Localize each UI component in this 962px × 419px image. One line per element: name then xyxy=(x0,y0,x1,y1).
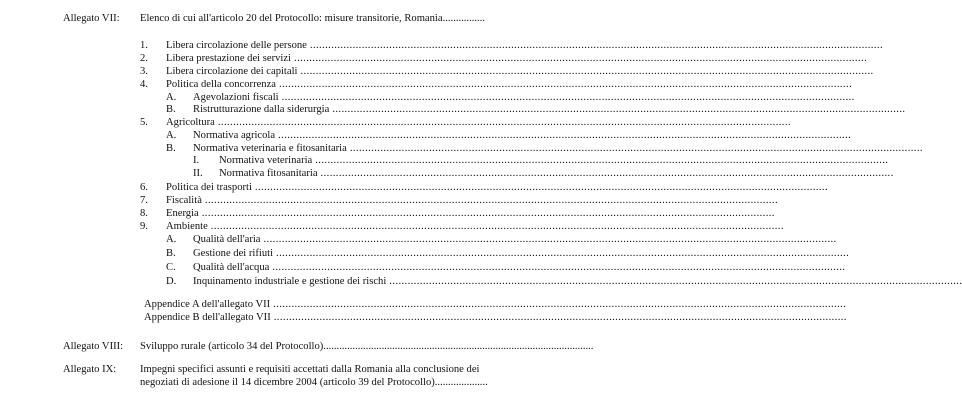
item-number: 3. xyxy=(140,66,148,77)
item-leader: ............................................................................................................................................................................................ xyxy=(272,262,846,273)
item-leader: ............................................................................................................................................................................................ xyxy=(320,168,894,179)
annex-vii-dots: ................ xyxy=(442,13,485,24)
toc-item xyxy=(166,53,868,65)
item-number: 2. xyxy=(140,53,148,64)
item-label: Agevolazioni fiscali xyxy=(193,92,279,103)
toc-item xyxy=(166,117,791,129)
item-label: Ristrutturazione dalla siderurgia xyxy=(193,104,330,115)
toc-item xyxy=(166,79,853,91)
item-number: A. xyxy=(166,130,177,141)
annex-viii-title xyxy=(140,341,593,353)
annex-ix-title-text: negoziati di adesione il 14 dicembre 2004 (articolo 39 del Protocollo) xyxy=(140,377,435,388)
item-label: Ambiente xyxy=(166,221,208,232)
item-leader: ............................................................................................................................................................................................ xyxy=(281,92,855,103)
item-leader: ............................................................................................................................................................................................ xyxy=(276,248,850,259)
annex-vii-title xyxy=(140,13,485,25)
annex-viii-dots: ...................................................................................................... xyxy=(323,341,594,352)
item-label: Agricoltura xyxy=(166,117,215,128)
item-label: Normativa fitosanitaria xyxy=(219,168,318,179)
appendix-label: Appendice B dell'allegato VII xyxy=(144,312,271,323)
annex-ix-title-line1: Impegni specifici assunti e requisiti accettati dalla Romania alla conclusione dei xyxy=(140,364,480,375)
item-label: Energia xyxy=(166,208,199,219)
item-number: 9. xyxy=(140,221,148,232)
toc-item xyxy=(193,104,906,116)
toc-item xyxy=(166,208,775,220)
toc-item xyxy=(166,195,779,207)
item-label: Normativa veterinaria xyxy=(219,155,313,166)
toc-item xyxy=(193,262,846,274)
toc-item xyxy=(193,276,962,288)
item-leader: ............................................................................................................................................................................................ xyxy=(217,117,791,128)
appendix-leader: ............................................................................................................................................................................................ xyxy=(273,299,847,310)
item-leader: ............................................................................................................................................................................................ xyxy=(204,195,779,206)
item-number: B. xyxy=(166,104,176,115)
item-leader: ............................................................................................................................................................................................ xyxy=(254,182,829,193)
item-number: 1. xyxy=(140,40,148,51)
toc-item xyxy=(193,143,923,155)
item-number: A. xyxy=(166,234,177,245)
item-number: 4. xyxy=(140,79,148,90)
item-label: Qualità dell'aria xyxy=(193,234,261,245)
item-label: Libera circolazione delle persone xyxy=(166,40,307,51)
toc-item xyxy=(193,92,855,104)
item-label: Fiscalità xyxy=(166,195,202,206)
item-label: Gestione dei rifiuti xyxy=(193,248,274,259)
item-leader: ............................................................................................................................................................................................ xyxy=(201,208,775,219)
annex-viii-title-text: Sviluppo rurale (articolo 34 del Protocollo) xyxy=(140,341,324,352)
appendix-item xyxy=(144,299,847,311)
annex-viii-label: Allegato VIII: xyxy=(63,341,124,352)
toc-item xyxy=(193,234,837,246)
item-leader: ............................................................................................................................................................................................ xyxy=(332,104,906,115)
item-label: Normativa agricola xyxy=(193,130,276,141)
annex-vii-title-text: Elenco di cui all'articolo 20 del Protocollo: misure transitorie, Romania xyxy=(140,13,443,24)
annex-ix-label: Allegato IX: xyxy=(63,364,117,375)
item-number: D. xyxy=(166,276,177,287)
item-leader: ............................................................................................................................................................................................ xyxy=(315,155,889,166)
item-label: Qualità dell'acqua xyxy=(193,262,270,273)
item-leader: ............................................................................................................................................................................................ xyxy=(278,130,852,141)
item-number: A. xyxy=(166,92,177,103)
annex-ix-dots: .................... xyxy=(434,377,488,388)
annex-vii-label: Allegato VII: xyxy=(63,13,120,24)
item-number: 5. xyxy=(140,117,148,128)
item-leader: ............................................................................................................................................................................................ xyxy=(263,234,837,245)
toc-item xyxy=(166,66,874,78)
item-leader: ............................................................................................................................................................................................ xyxy=(279,79,853,90)
item-number: B. xyxy=(166,248,176,259)
toc-item xyxy=(193,248,850,260)
item-label: Libera circolazione dei capitali xyxy=(166,66,298,77)
annex-ix-title-line2 xyxy=(140,377,488,389)
item-label: Politica della concorrenza xyxy=(166,79,277,90)
item-leader: ............................................................................................................................................................................................ xyxy=(349,143,923,154)
item-label: Normativa veterinaria e fitosanitaria xyxy=(193,143,347,154)
item-number: B. xyxy=(166,143,176,154)
item-label: Inquinamento industriale e gestione dei rischi xyxy=(193,276,387,287)
toc-item xyxy=(219,155,889,167)
item-leader: ............................................................................................................................................................................................ xyxy=(309,40,883,51)
item-number: 7. xyxy=(140,195,148,206)
toc-item xyxy=(193,130,852,142)
item-label: Libera prestazione dei servizi xyxy=(166,53,292,64)
item-leader: ............................................................................................................................................................................................ xyxy=(294,53,868,64)
item-number: C. xyxy=(166,262,176,273)
appendix-label: Appendice A dell'allegato VII xyxy=(144,299,271,310)
item-number: II. xyxy=(193,168,203,179)
item-number: 6. xyxy=(140,182,148,193)
item-number: I. xyxy=(193,155,200,166)
toc-item xyxy=(166,40,883,52)
item-leader: ............................................................................................................................................................................................ xyxy=(389,276,962,287)
appendix-leader: ............................................................................................................................................................................................ xyxy=(273,312,847,323)
item-label: Politica dei trasporti xyxy=(166,182,252,193)
item-leader: ............................................................................................................................................................................................ xyxy=(210,221,784,232)
item-number: 8. xyxy=(140,208,148,219)
item-leader: ............................................................................................................................................................................................ xyxy=(300,66,874,77)
toc-item xyxy=(166,182,829,194)
toc-item xyxy=(166,221,784,233)
appendix-item xyxy=(144,312,847,324)
toc-item xyxy=(219,168,894,180)
